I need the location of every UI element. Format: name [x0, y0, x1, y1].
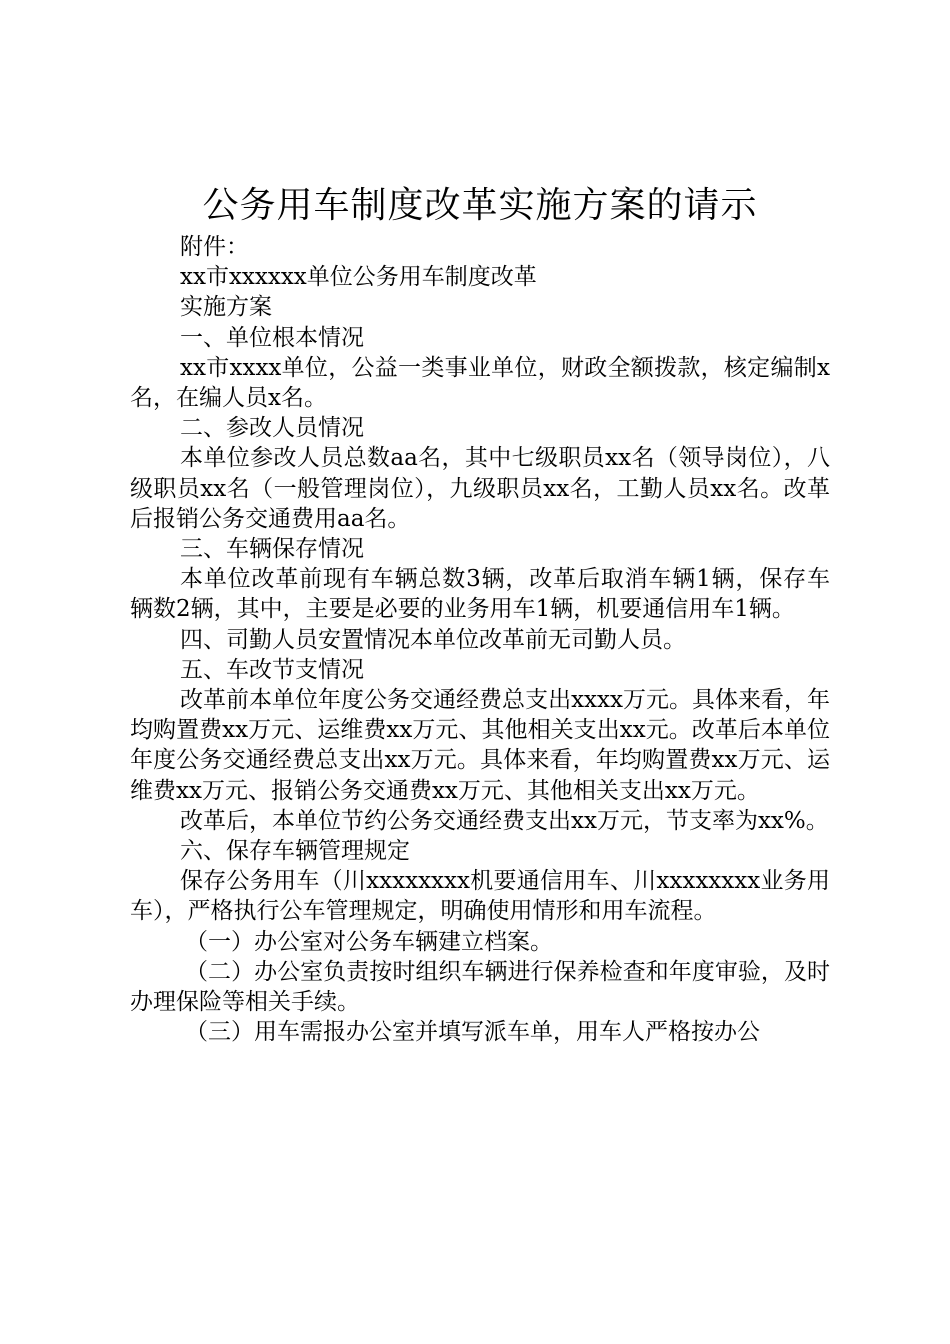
attachment-label: 附件：	[180, 234, 249, 260]
attachment-name: xx市xxxxxx单位公务用车制度改革	[180, 264, 537, 291]
paragraph: 改革后，本单位节约公务交通经费支出xx万元，节支率为xx%。	[180, 807, 829, 834]
document-title: 公务用车制度改革实施方案的请示	[202, 185, 758, 226]
paragraph: 改革前本单位年度公务交通经费总支出xxxx万元。具体来看，年均购置费xx万元、运维费xx万元、其他相关支出xx元。改革后本单位年度公务交通经费总支出xx万元。具体来看，年均购置费xx万元、运维费xx万元、报销公务交通费xx万元、其他相关支出xx万元。	[130, 687, 830, 804]
list-item: （二）办公室负责按时组织车辆进行保养检查和年度审验，及时办理保险等相关手续。	[130, 958, 830, 1016]
attachment-subtitle: 实施方案	[180, 294, 272, 321]
section-heading-1: 一、单位根本情况	[180, 324, 364, 351]
section-heading-3: 三、车辆保存情况	[180, 536, 364, 563]
paragraph: 保存公务用车（川xxxxxxxx机要通信用车、川xxxxxxxx业务用车），严格执行公车管理规定，明确使用情形和用车流程。	[130, 868, 830, 925]
document-body	[130, 232, 830, 1047]
section-heading-6: 六、保存车辆管理规定	[180, 838, 410, 865]
paragraph: 本单位改革前现有车辆总数3辆，改革后取消车辆1辆，保存车辆数2辆，其中，主要是必要的业务用车1辆，机要通信用车1辆。	[130, 566, 830, 623]
paragraph: xx市xxxx单位，公益一类事业单位，财政全额拨款，核定编制x名，在编人员x名。	[130, 354, 830, 412]
section-heading-4: 四、司勤人员安置情况本单位改革前无司勤人员。	[180, 626, 686, 653]
list-item: （三）用车需报办公室并填写派车单，用车人严格按办公	[185, 1019, 760, 1046]
section-heading-2: 二、参改人员情况	[180, 415, 364, 442]
paragraph: 本单位参改人员总数aa名，其中七级职员xx名（领导岗位），八级职员xx名（一般管理岗位），九级职员xx名，工勤人员xx名。改革后报销公务交通费用aa名。	[130, 445, 830, 532]
list-item: （一）办公室对公务车辆建立档案。	[185, 928, 553, 955]
section-heading-5: 五、车改节支情况	[180, 656, 364, 683]
